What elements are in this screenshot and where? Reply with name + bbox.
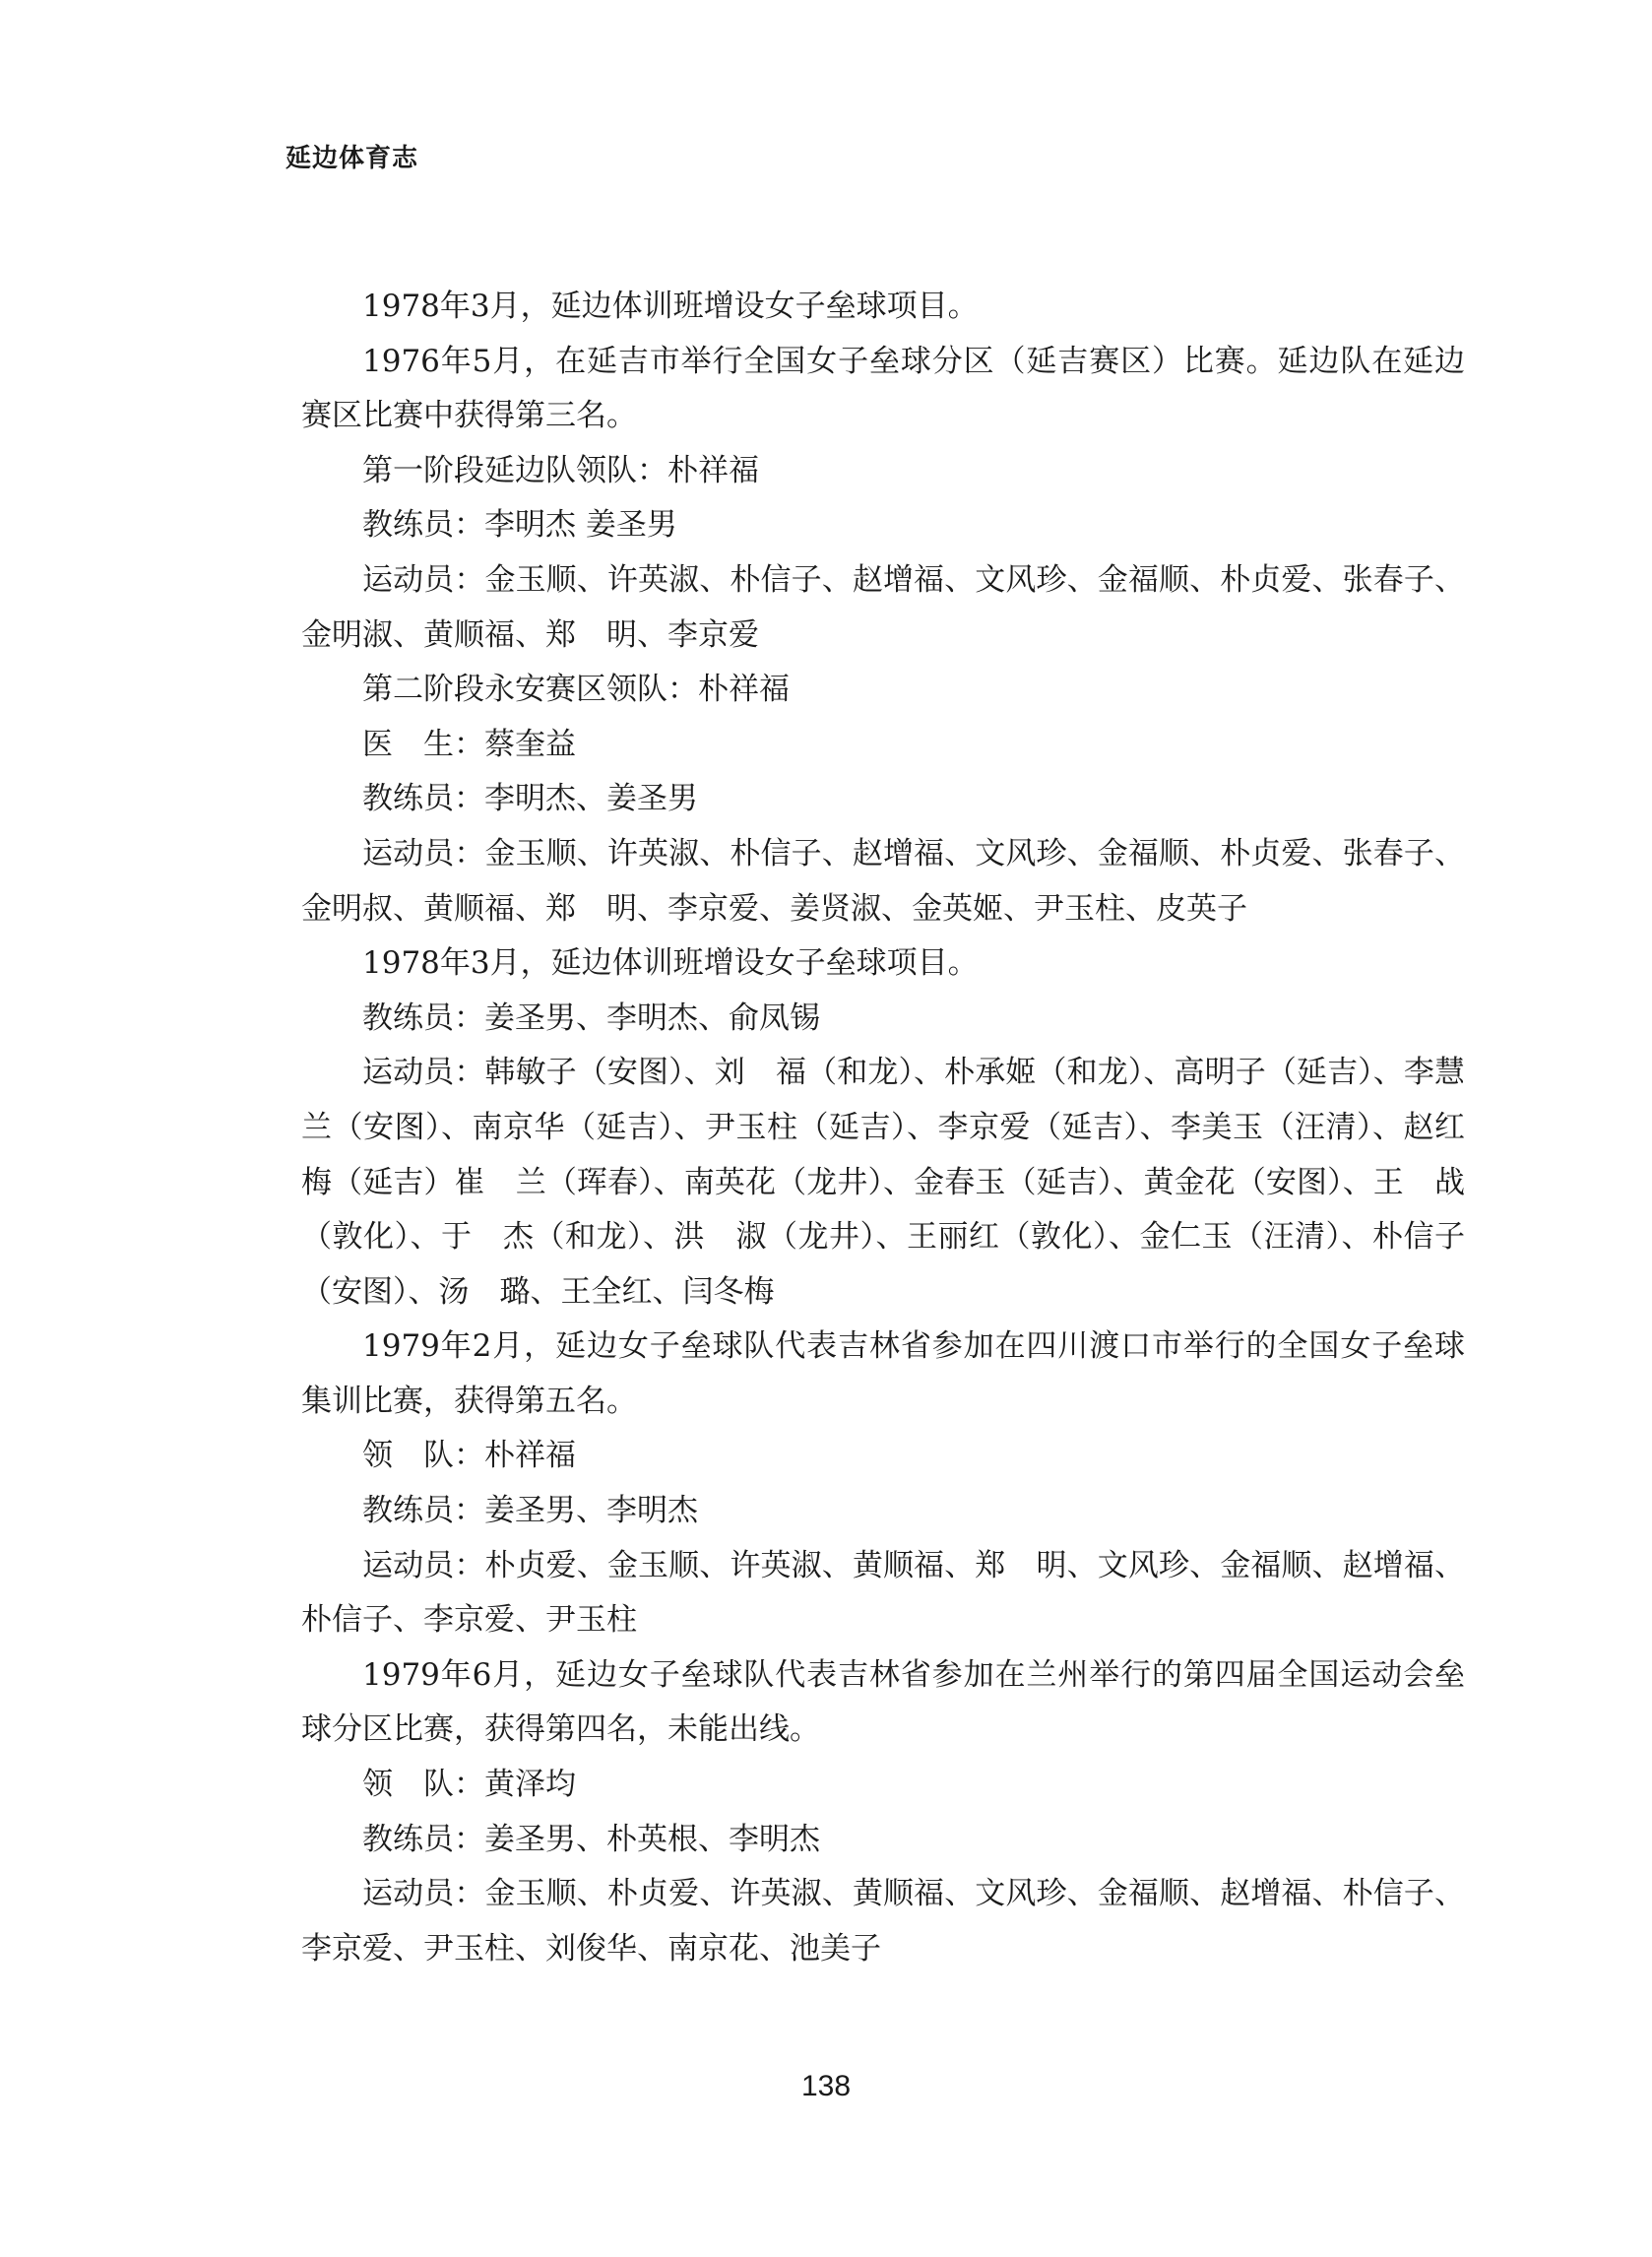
paragraph: 第二阶段永安赛区领队：朴祥福 — [362, 672, 790, 708]
paragraph: 教练员：姜圣男、李明杰、俞凤锡 — [362, 1000, 820, 1036]
paragraph: 领 队：朴祥福 — [362, 1438, 576, 1474]
paragraph: 领 队：黄泽均 — [362, 1767, 576, 1803]
paragraph: 第一阶段延边队领队：朴祥福 — [362, 452, 759, 488]
paragraph: 1979年2月，延边女子垒球队代表吉林省参加在四川渡口市举行的全国女子垒球集训比赛，获得第五名。 — [301, 1328, 1465, 1419]
page-number: 138 — [800, 2070, 852, 2102]
paragraph: 运动员：金玉顺、许英淑、朴信子、赵增福、文风珍、金福顺、朴贞爱、张春子、金明叔、黄顺福、郑 明、李京爱、姜贤淑、金英姬、尹玉柱、皮英子 — [301, 835, 1465, 927]
body-text — [301, 280, 1465, 1976]
paragraph: 教练员：李明杰、姜圣男 — [362, 781, 698, 817]
paragraph: 医 生：蔡奎益 — [362, 726, 576, 762]
paragraph: 1978年3月，延边体训班增设女子垒球项目。 — [362, 945, 979, 982]
paragraph: 教练员：姜圣男、李明杰 — [362, 1493, 698, 1529]
paragraph: 运动员：金玉顺、朴贞爱、许英淑、黄顺福、文风珍、金福顺、赵增福、朴信子、李京爱、尹玉柱、刘俊华、南京花、池美子 — [301, 1876, 1465, 1967]
running-header: 延边体育志 — [286, 144, 419, 173]
paragraph: 教练员：姜圣男、朴英根、李明杰 — [362, 1821, 820, 1857]
paragraph: 教练员：李明杰 姜圣男 — [362, 507, 677, 544]
paragraph: 1979年6月，延边女子垒球队代表吉林省参加在兰州举行的第四届全国运动会垒球分区比赛，获得第四名，未能出线。 — [301, 1656, 1465, 1748]
paragraph: 1976年5月，在延吉市举行全国女子垒球分区（延吉赛区）比赛。延边队在延边赛区比赛中获得第三名。 — [301, 343, 1465, 434]
paragraph: 运动员：金玉顺、许英淑、朴信子、赵增福、文风珍、金福顺、朴贞爱、张春子、金明淑、黄顺福、郑 明、李京爱 — [301, 561, 1465, 653]
paragraph: 运动员：朴贞爱、金玉顺、许英淑、黄顺福、郑 明、文风珍、金福顺、赵增福、朴信子、李京爱、尹玉柱 — [301, 1547, 1465, 1639]
paragraph: 运动员：韩敏子（安图）、刘 福（和龙）、朴承姬（和龙）、高明子（延吉）、李慧兰（安图）、南京华（延吉）、尹玉柱（延吉）、李京爱（延吉）、李美玉（汪清）、赵红梅（延吉）崔 兰（珲春）、南英花（龙井）、金春玉（延吉）、黄金花（安图）、王 战（敦化）、于 杰（和龙）、洪 淑（龙井）、王丽红（敦化）、金仁玉（汪清）、朴信子（安图）、汤 璐、王全红、闫冬梅 — [301, 1055, 1465, 1310]
paragraph: 1978年3月，延边体训班增设女子垒球项目。 — [362, 289, 979, 324]
